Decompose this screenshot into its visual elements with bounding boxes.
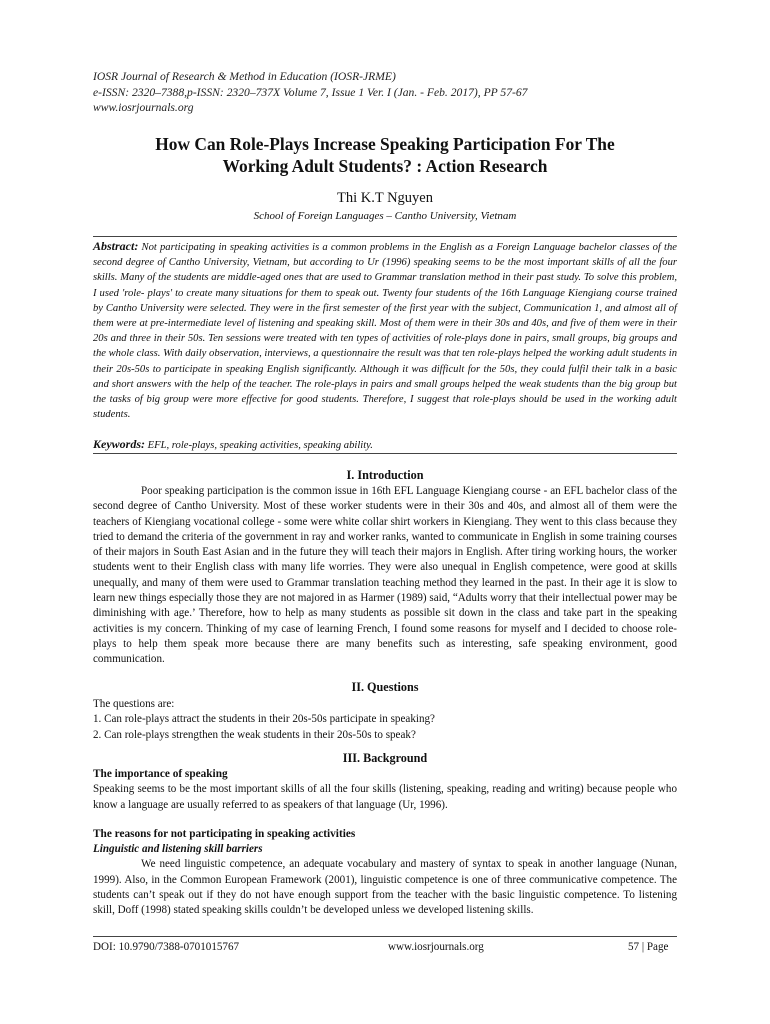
reasons-heading: The reasons for not participating in speaking activities <box>93 827 356 840</box>
journal-name: IOSR Journal of Research & Method in Education (IOSR-JRME) <box>93 70 396 83</box>
abstract <box>93 239 677 422</box>
abstract-text: Not participating in speaking activities is a common problems in the English as a Foreign Language bachelor classes of the second degree of Cantho University, Vietnam, but according to Ur (1996) speaking seems to be the most important skills of all the four skills. Many of the students are middle-aged ones that are used to Grammar translation method in their past study. To solve this problem, I used 'role- plays' to create many situations for them to speak out. Twenty four students of the 16th Language Kiengiang course trained by Cantho University were selected. They were in the first semester of the first year with the subject, Communication 1, and almost all of them were at pre-intermediate level of listening and speaking skill. Most of them were in their 30s and 40s, and five of them were in their 20s and three in their 50s. Ten sessions were treated with ten types of activities of role-plays done in pairs, small groups, big groups and the whole class. With daily observation, interviews, a questionnaire the result was that ten role-plays helped the working adult students in their 20s-50s to participate in speaking English significantly. Although it was difficult for the 50s, they could fulfil their talk in a basic and short answers with the help of the teacher. The role-plays in pairs and small groups helped the weak students than the big group but the tasks of big group were more effective for good students. Therefore, I suggest that role-plays should be used in the working adult students. <box>93 242 677 421</box>
questions-body <box>93 697 677 743</box>
keywords-text: EFL, role-plays, speaking activities, speaking ability. <box>147 440 373 451</box>
author-name: Thi K.T Nguyen <box>337 190 433 206</box>
abstract-label: Abstract: <box>93 239 139 253</box>
top-rule <box>93 236 677 237</box>
introduction-heading: I. Introduction <box>346 468 424 482</box>
journal-issn: e-ISSN: 2320–7388,p-ISSN: 2320–737X Volume 7, Issue 1 Ver. I (Jan. - Feb. 2017), PP 57-67 <box>93 85 528 99</box>
question-1: 1. Can role-plays attract the students in their 20s-50s participate in speaking? <box>93 713 435 726</box>
footer-rule <box>93 936 677 937</box>
title-line-2: Working Adult Students? : Action Research <box>222 156 548 176</box>
keywords-label: Keywords: <box>93 437 145 451</box>
barriers-paragraph: We need linguistic competence, an adequate vocabulary and mastery of syntax to speak in another language (Nunan, 1999). Also, in the Common European Framework (2001), linguistic competence is one of three communicative competence. The students can’t speak out if they do not have enough support from the teacher with the basic linguistic competence. To listening skill, Doff (1998) stated speaking skills couldn’t be developed unless we developed listening skills. <box>93 858 677 917</box>
journal-header <box>93 69 693 116</box>
abstract-bottom-rule <box>93 453 677 454</box>
paper-title <box>80 133 690 177</box>
footer-page-number: 57 | Page <box>628 941 669 953</box>
questions-intro: The questions are: <box>93 698 175 710</box>
author-affiliation: School of Foreign Languages – Cantho University, Vietnam <box>253 210 517 222</box>
introduction-body <box>93 484 677 668</box>
background-body <box>93 767 677 919</box>
footer-doi: DOI: 10.9790/7388-0701015767 <box>93 941 240 953</box>
title-line-1: How Can Role-Plays Increase Speaking Participation For The <box>155 134 615 154</box>
footer-website[interactable]: www.iosrjournals.org <box>388 941 484 953</box>
keywords <box>93 437 677 453</box>
journal-website[interactable]: www.iosrjournals.org <box>93 101 194 114</box>
importance-paragraph: Speaking seems to be the most important skills of all the four skills (listening, speaking, reading and writing) because people who know a language are usually referred to as speakers of that language (Ur, 1996). <box>93 783 677 811</box>
questions-heading: II. Questions <box>351 680 419 694</box>
barriers-heading: Linguistic and listening skill barriers <box>93 843 263 856</box>
importance-heading: The importance of speaking <box>93 768 228 780</box>
question-2: 2. Can role-plays strengthen the weak students in their 20s-50s to speak? <box>93 728 416 741</box>
introduction-paragraph: Poor speaking participation is the common issue in 16th EFL Language Kiengiang course - an EFL bachelor class of the second degree of Cantho University. Most of these worker students were in their 30s and 40s, and almost all of them were the teachers of Kiengiang vocational college - some were white collar shirt workers in Kiengiang. They went to this class because they tried to demand the criteria of the government in ray and worker ranks, wanted to communicate in English in some training courses of their majors in South East Asian and in the future they will teach their majors in English. After tiring working hours, the worker students went to their English class with many life worries. They were also unequal in English competence, were good at skills unequally, and many of them were used to Grammar translation teaching method they learned in the past. In their age it is slow to learn new things especially those they are not majored in as Harmer (1989) said, “Adults worry that their intellectual power may be diminishing with age.’ Therefore, how to help as many students as possible sit down in the class and take part in the speaking activities is my concern. Thinking of my case of learning French, I found some reasons for myself and I decided to choose role-plays to help them speak more because there are many benefits such as interesting, safe speaking environment, good communication. <box>93 485 677 666</box>
background-heading: III. Background <box>342 751 428 765</box>
